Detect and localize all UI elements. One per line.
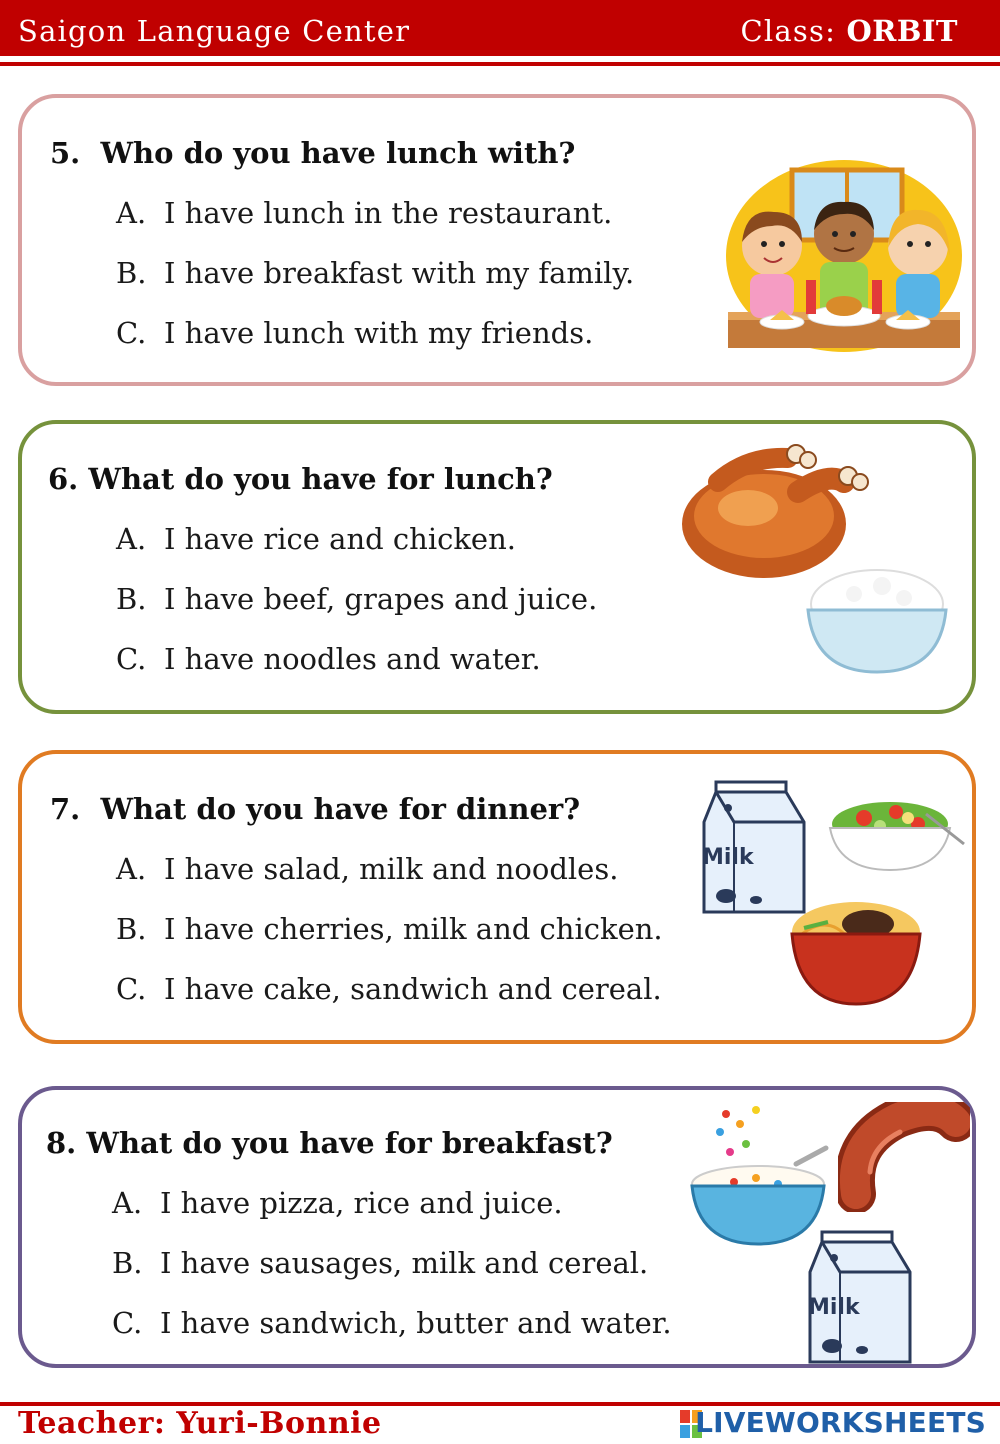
class-info [741,14,958,48]
question-8-number: 8. [46,1126,77,1160]
question-7-option-b[interactable]: B. I have cherries, milk and chicken. [116,912,663,946]
question-6-option-c[interactable]: C. I have noodles and water. [116,642,541,676]
question-8-option-c[interactable]: C. I have sandwich, butter and water. [112,1306,672,1340]
sausage-icon [838,1102,970,1212]
header-divider [0,62,1000,66]
question-8-title [46,1126,613,1160]
question-card-7 [18,750,976,1044]
question-6-option-b[interactable]: B. I have beef, grapes and juice. [116,582,598,616]
question-5-option-b[interactable]: B. I have breakfast with my family. [116,256,635,290]
milk-carton-label-2: Milk [808,1295,860,1320]
page-header [0,0,1000,56]
question-5-text: Who do you have lunch with? [100,136,576,170]
teacher-name: Teacher: Yuri-Bonnie [18,1406,382,1441]
milk-carton-label: Milk [702,845,754,870]
question-5-option-a[interactable]: A. I have lunch in the restaurant. [116,196,613,230]
question-5-option-c[interactable]: C. I have lunch with my friends. [116,316,594,350]
question-card-6 [18,420,976,714]
liveworksheets-brand[interactable]: LIVEWORKSHEETS [695,1406,986,1439]
question-6-number: 6. [48,462,79,496]
question-6-text: What do you have for lunch? [88,462,553,496]
class-label: Class: [740,14,837,48]
question-card-5 [18,94,976,386]
question-5-number: 5. [50,136,81,170]
question-8-option-b[interactable]: B. I have sausages, milk and cereal. [112,1246,649,1280]
question-7-title [50,792,580,826]
question-5-title [50,136,575,170]
question-6-option-a[interactable]: A. I have rice and chicken. [116,522,516,556]
milk-carton-icon-2 [802,1228,918,1366]
noodle-bowl-icon [788,894,924,1006]
question-7-text: What do you have for dinner? [100,792,581,826]
question-7-option-a[interactable]: A. I have salad, milk and noodles. [116,852,619,886]
school-name: Saigon Language Center [18,14,411,48]
roast-chicken-icon [678,442,870,582]
question-8-text: What do you have for breakfast? [86,1126,613,1160]
cereal-bowl-icon [686,1104,834,1246]
class-name: ORBIT [846,14,958,48]
question-7-option-c[interactable]: C. I have cake, sandwich and cereal. [116,972,662,1006]
question-7-number: 7. [50,792,81,826]
kids-lunch-illustration [722,156,966,352]
rice-bowl-icon [804,564,950,676]
question-8-option-a[interactable]: A. I have pizza, rice and juice. [112,1186,563,1220]
salad-bowl-icon [826,794,966,872]
question-6-title [48,462,553,496]
question-card-8 [18,1086,976,1368]
